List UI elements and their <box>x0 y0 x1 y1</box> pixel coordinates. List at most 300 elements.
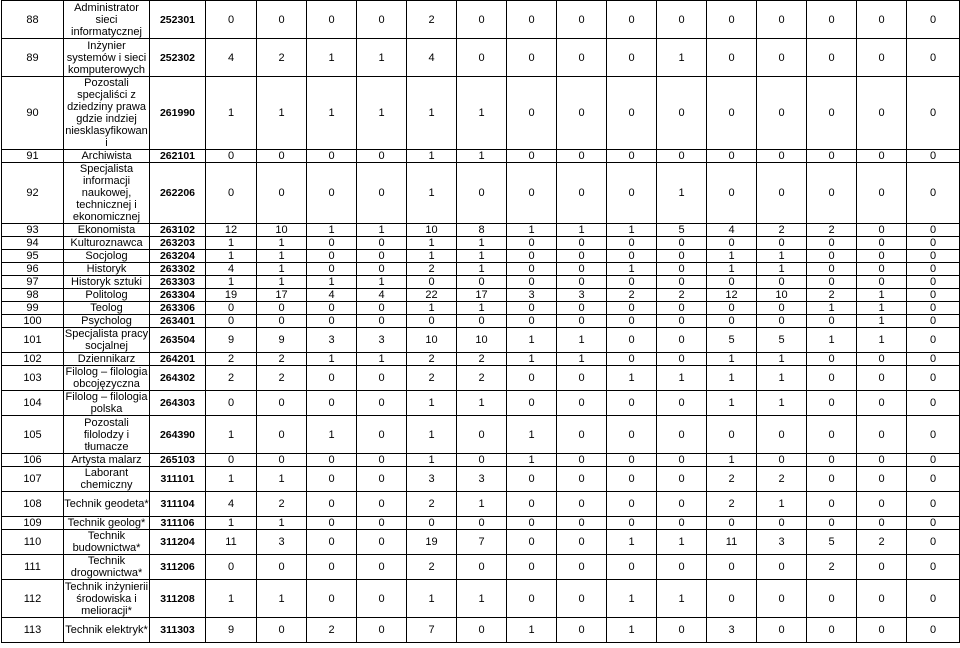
value-cell: 0 <box>807 454 857 467</box>
occupation-name: Specjalista pracy socjalnej <box>64 328 149 352</box>
occupation-name: Historyk <box>64 263 150 276</box>
value-cell: 0 <box>707 150 757 163</box>
occupation-name: Socjolog <box>64 250 150 263</box>
value-cell: 1 <box>857 289 907 302</box>
value-cell: 0 <box>657 315 707 328</box>
value-cell: 0 <box>357 492 407 517</box>
value-cell: 0 <box>907 237 960 250</box>
value-cell: 0 <box>307 467 357 492</box>
value-cell: 0 <box>457 454 507 467</box>
table-row <box>2 391 960 416</box>
value-cell: 0 <box>607 416 657 454</box>
value-cell: 0 <box>307 530 357 555</box>
value-cell: 5 <box>657 224 707 237</box>
occupation-code: 261990 <box>150 77 206 150</box>
value-cell: 12 <box>206 224 257 237</box>
value-cell: 0 <box>907 366 960 391</box>
value-cell: 0 <box>907 530 960 555</box>
value-cell: 0 <box>857 276 907 289</box>
value-cell: 2 <box>457 353 507 366</box>
occupation-name: Psycholog <box>64 315 150 328</box>
value-cell: 0 <box>557 580 607 618</box>
value-cell: 0 <box>357 416 407 454</box>
occupation-name: Dziennikarz <box>64 353 150 366</box>
value-cell: 1 <box>557 353 607 366</box>
value-cell: 0 <box>557 416 607 454</box>
value-cell: 0 <box>707 276 757 289</box>
value-cell: 0 <box>657 391 707 416</box>
value-cell: 0 <box>857 555 907 580</box>
value-cell: 1 <box>357 224 407 237</box>
occupation-code: 264201 <box>150 353 206 366</box>
value-cell: 1 <box>657 530 707 555</box>
table-row <box>2 555 960 580</box>
row-number: 94 <box>2 237 64 250</box>
value-cell: 1 <box>206 276 257 289</box>
occupation-name: Pozostali filolodzy i tłumacze <box>64 416 150 454</box>
value-cell: 1 <box>607 366 657 391</box>
value-cell: 1 <box>807 302 857 315</box>
value-cell: 0 <box>707 1 757 39</box>
value-cell: 1 <box>407 150 457 163</box>
value-cell: 1 <box>857 315 907 328</box>
value-cell: 0 <box>607 1 657 39</box>
value-cell: 0 <box>707 39 757 77</box>
value-cell: 0 <box>607 276 657 289</box>
value-cell: 0 <box>407 315 457 328</box>
table-row <box>2 328 960 353</box>
value-cell: 0 <box>307 517 357 530</box>
value-cell: 0 <box>557 302 607 315</box>
value-cell: 0 <box>707 163 757 224</box>
occupation-name: Laborant chemiczny <box>64 467 150 492</box>
value-cell: 0 <box>857 250 907 263</box>
value-cell: 0 <box>707 416 757 454</box>
value-cell: 0 <box>457 163 507 224</box>
value-cell: 2 <box>707 467 757 492</box>
value-cell: 17 <box>257 289 307 302</box>
value-cell: 0 <box>657 150 707 163</box>
value-cell: 0 <box>206 302 257 315</box>
value-cell: 0 <box>757 39 807 77</box>
occupation-name: Technik inżynierii środowiska i melioracji* <box>64 580 149 617</box>
value-cell: 0 <box>857 1 907 39</box>
value-cell: 0 <box>557 237 607 250</box>
value-cell: 0 <box>557 391 607 416</box>
value-cell: 1 <box>206 250 257 263</box>
value-cell: 0 <box>907 289 960 302</box>
row-number: 113 <box>2 618 64 643</box>
value-cell: 2 <box>407 366 457 391</box>
value-cell: 0 <box>757 315 807 328</box>
occupation-code: 311206 <box>150 555 206 580</box>
value-cell: 0 <box>907 276 960 289</box>
table-row <box>2 263 960 276</box>
value-cell: 0 <box>807 263 857 276</box>
value-cell: 8 <box>457 224 507 237</box>
value-cell: 1 <box>707 250 757 263</box>
value-cell: 0 <box>907 353 960 366</box>
value-cell: 1 <box>407 250 457 263</box>
value-cell: 0 <box>257 1 307 39</box>
occupation-name: Ekonomista <box>64 224 150 237</box>
value-cell: 0 <box>557 492 607 517</box>
table-row <box>2 1 960 39</box>
occupation-code: 264302 <box>150 366 206 391</box>
value-cell: 0 <box>557 454 607 467</box>
value-cell: 0 <box>807 1 857 39</box>
value-cell: 0 <box>907 391 960 416</box>
row-number: 98 <box>2 289 64 302</box>
row-number: 106 <box>2 454 64 467</box>
value-cell: 1 <box>257 77 307 150</box>
value-cell: 0 <box>657 454 707 467</box>
value-cell: 0 <box>557 77 607 150</box>
value-cell: 3 <box>307 328 357 353</box>
value-cell: 0 <box>807 250 857 263</box>
value-cell: 1 <box>507 224 557 237</box>
value-cell: 1 <box>257 517 307 530</box>
value-cell: 1 <box>206 77 257 150</box>
value-cell: 0 <box>757 163 807 224</box>
value-cell: 0 <box>457 39 507 77</box>
table-row <box>2 517 960 530</box>
value-cell: 1 <box>707 391 757 416</box>
value-cell: 1 <box>457 237 507 250</box>
occupation-code: 263102 <box>150 224 206 237</box>
value-cell: 1 <box>807 328 857 353</box>
value-cell: 0 <box>907 39 960 77</box>
value-cell: 0 <box>757 618 807 643</box>
value-cell: 0 <box>807 416 857 454</box>
value-cell: 0 <box>907 467 960 492</box>
table-row <box>2 454 960 467</box>
value-cell: 0 <box>357 250 407 263</box>
table-row <box>2 366 960 391</box>
value-cell: 0 <box>607 454 657 467</box>
value-cell: 0 <box>257 618 307 643</box>
occupation-code: 262206 <box>150 163 206 224</box>
value-cell: 0 <box>557 250 607 263</box>
value-cell: 0 <box>807 39 857 77</box>
value-cell: 1 <box>206 580 257 618</box>
value-cell: 1 <box>557 224 607 237</box>
row-number: 95 <box>2 250 64 263</box>
value-cell: 0 <box>907 315 960 328</box>
row-number: 89 <box>2 39 64 77</box>
value-cell: 1 <box>757 492 807 517</box>
value-cell: 0 <box>857 517 907 530</box>
value-cell: 1 <box>407 163 457 224</box>
value-cell: 0 <box>607 467 657 492</box>
value-cell: 0 <box>607 315 657 328</box>
value-cell: 1 <box>507 328 557 353</box>
value-cell: 10 <box>757 289 807 302</box>
value-cell: 1 <box>457 77 507 150</box>
value-cell: 0 <box>557 555 607 580</box>
occupation-code: 262101 <box>150 150 206 163</box>
value-cell: 0 <box>557 263 607 276</box>
value-cell: 1 <box>457 263 507 276</box>
value-cell: 0 <box>757 150 807 163</box>
value-cell: 0 <box>757 302 807 315</box>
occupation-code: 263203 <box>150 237 206 250</box>
value-cell: 1 <box>407 302 457 315</box>
value-cell: 1 <box>257 580 307 618</box>
value-cell: 0 <box>857 353 907 366</box>
value-cell: 3 <box>257 530 307 555</box>
value-cell: 0 <box>557 366 607 391</box>
value-cell: 0 <box>357 580 407 618</box>
value-cell: 0 <box>206 454 257 467</box>
value-cell: 0 <box>857 77 907 150</box>
value-cell: 0 <box>757 276 807 289</box>
occupation-code: 263303 <box>150 276 206 289</box>
value-cell: 0 <box>607 302 657 315</box>
value-cell: 1 <box>757 366 807 391</box>
value-cell: 1 <box>307 224 357 237</box>
row-number: 112 <box>2 580 64 618</box>
table-row <box>2 224 960 237</box>
value-cell: 0 <box>357 517 407 530</box>
value-cell: 1 <box>607 618 657 643</box>
value-cell: 10 <box>457 328 507 353</box>
value-cell: 2 <box>807 289 857 302</box>
value-cell: 0 <box>557 517 607 530</box>
value-cell: 1 <box>357 77 407 150</box>
value-cell: 0 <box>607 39 657 77</box>
value-cell: 0 <box>807 517 857 530</box>
row-number: 101 <box>2 328 64 353</box>
value-cell: 0 <box>807 237 857 250</box>
value-cell: 0 <box>907 77 960 150</box>
value-cell: 0 <box>757 454 807 467</box>
value-cell: 0 <box>457 276 507 289</box>
value-cell: 0 <box>357 263 407 276</box>
row-number: 104 <box>2 391 64 416</box>
row-number: 111 <box>2 555 64 580</box>
value-cell: 0 <box>707 580 757 618</box>
table-row <box>2 289 960 302</box>
value-cell: 0 <box>907 517 960 530</box>
value-cell: 19 <box>206 289 257 302</box>
value-cell: 0 <box>257 150 307 163</box>
value-cell: 0 <box>457 618 507 643</box>
table-row <box>2 77 960 150</box>
value-cell: 0 <box>907 416 960 454</box>
value-cell: 1 <box>707 454 757 467</box>
value-cell: 0 <box>507 77 557 150</box>
value-cell: 10 <box>407 328 457 353</box>
value-cell: 0 <box>457 517 507 530</box>
value-cell: 0 <box>507 276 557 289</box>
value-cell: 0 <box>507 250 557 263</box>
row-number: 108 <box>2 492 64 517</box>
value-cell: 0 <box>657 353 707 366</box>
value-cell: 1 <box>457 150 507 163</box>
value-cell: 0 <box>657 237 707 250</box>
value-cell: 0 <box>807 618 857 643</box>
value-cell: 12 <box>707 289 757 302</box>
value-cell: 0 <box>857 618 907 643</box>
value-cell: 0 <box>657 302 707 315</box>
value-cell: 1 <box>657 39 707 77</box>
table-row <box>2 492 960 517</box>
value-cell: 0 <box>857 416 907 454</box>
value-cell: 0 <box>757 237 807 250</box>
value-cell: 0 <box>507 366 557 391</box>
value-cell: 0 <box>257 416 307 454</box>
value-cell: 0 <box>757 517 807 530</box>
value-cell: 3 <box>357 328 407 353</box>
value-cell: 0 <box>507 315 557 328</box>
value-cell: 0 <box>657 517 707 530</box>
value-cell: 0 <box>457 555 507 580</box>
value-cell: 0 <box>557 618 607 643</box>
value-cell: 0 <box>607 150 657 163</box>
value-cell: 4 <box>357 289 407 302</box>
value-cell: 1 <box>757 391 807 416</box>
value-cell: 1 <box>407 237 457 250</box>
value-cell: 1 <box>206 416 257 454</box>
value-cell: 1 <box>307 77 357 150</box>
value-cell: 0 <box>206 315 257 328</box>
occupation-name: Inżynier systemów i sieci komputerowych <box>64 39 150 77</box>
value-cell: 0 <box>307 492 357 517</box>
occupation-name: Kulturoznawca <box>64 237 150 250</box>
value-cell: 0 <box>507 1 557 39</box>
occupation-code: 263401 <box>150 315 206 328</box>
value-cell: 2 <box>857 530 907 555</box>
value-cell: 0 <box>607 353 657 366</box>
value-cell: 0 <box>357 1 407 39</box>
value-cell: 1 <box>407 391 457 416</box>
value-cell: 10 <box>407 224 457 237</box>
occupation-code: 263504 <box>150 328 206 353</box>
value-cell: 0 <box>657 250 707 263</box>
value-cell: 0 <box>657 77 707 150</box>
table-row <box>2 530 960 555</box>
occupation-name: Technik elektryk* <box>64 618 150 643</box>
value-cell: 1 <box>607 580 657 618</box>
value-cell: 3 <box>407 467 457 492</box>
value-cell: 0 <box>357 150 407 163</box>
value-cell: 2 <box>307 618 357 643</box>
value-cell: 0 <box>707 302 757 315</box>
table-row <box>2 250 960 263</box>
occupation-code: 263204 <box>150 250 206 263</box>
value-cell: 0 <box>857 224 907 237</box>
value-cell: 1 <box>407 416 457 454</box>
value-cell: 0 <box>857 492 907 517</box>
value-cell: 0 <box>507 263 557 276</box>
value-cell: 0 <box>657 263 707 276</box>
table-row <box>2 467 960 492</box>
value-cell: 0 <box>357 618 407 643</box>
value-cell: 0 <box>206 391 257 416</box>
value-cell: 0 <box>307 454 357 467</box>
value-cell: 0 <box>757 580 807 618</box>
value-cell: 0 <box>206 555 257 580</box>
value-cell: 3 <box>557 289 607 302</box>
value-cell: 0 <box>707 517 757 530</box>
value-cell: 0 <box>607 492 657 517</box>
value-cell: 0 <box>907 250 960 263</box>
value-cell: 0 <box>907 492 960 517</box>
table-body <box>2 1 960 643</box>
value-cell: 1 <box>507 353 557 366</box>
occupation-name: Technik drogownictwa* <box>64 555 150 580</box>
value-cell: 0 <box>707 315 757 328</box>
value-cell: 0 <box>857 263 907 276</box>
value-cell: 1 <box>857 302 907 315</box>
value-cell: 0 <box>907 302 960 315</box>
value-cell: 0 <box>357 454 407 467</box>
value-cell: 4 <box>206 492 257 517</box>
value-cell: 0 <box>307 150 357 163</box>
value-cell: 1 <box>257 250 307 263</box>
value-cell: 1 <box>707 366 757 391</box>
value-cell: 3 <box>457 467 507 492</box>
table-row <box>2 416 960 454</box>
value-cell: 0 <box>257 391 307 416</box>
occupation-name: Specjalista informacji naukowej, technicznej i ekonomicznej <box>64 163 150 224</box>
value-cell: 0 <box>657 467 707 492</box>
value-cell: 2 <box>257 39 307 77</box>
value-cell: 1 <box>607 263 657 276</box>
value-cell: 0 <box>807 492 857 517</box>
value-cell: 0 <box>807 366 857 391</box>
value-cell: 0 <box>507 150 557 163</box>
table-row <box>2 315 960 328</box>
value-cell: 1 <box>407 77 457 150</box>
value-cell: 1 <box>307 39 357 77</box>
occupation-name: Filolog – filologia polska <box>64 391 150 416</box>
value-cell: 11 <box>206 530 257 555</box>
value-cell: 0 <box>807 276 857 289</box>
occupation-name: Technik budownictwa* <box>64 530 150 555</box>
value-cell: 0 <box>907 555 960 580</box>
occupation-code: 311106 <box>150 517 206 530</box>
value-cell: 0 <box>757 555 807 580</box>
value-cell: 0 <box>557 1 607 39</box>
value-cell: 0 <box>307 315 357 328</box>
value-cell: 1 <box>206 517 257 530</box>
value-cell: 2 <box>807 555 857 580</box>
value-cell: 0 <box>507 237 557 250</box>
value-cell: 1 <box>307 353 357 366</box>
value-cell: 2 <box>757 467 807 492</box>
value-cell: 1 <box>206 467 257 492</box>
value-cell: 1 <box>307 276 357 289</box>
value-cell: 1 <box>507 416 557 454</box>
value-cell: 5 <box>807 530 857 555</box>
value-cell: 0 <box>657 416 707 454</box>
value-cell: 0 <box>307 366 357 391</box>
value-cell: 0 <box>907 163 960 224</box>
value-cell: 0 <box>307 163 357 224</box>
occupation-code: 252302 <box>150 39 206 77</box>
value-cell: 0 <box>857 366 907 391</box>
value-cell: 0 <box>307 580 357 618</box>
value-cell: 0 <box>307 263 357 276</box>
value-cell: 4 <box>307 289 357 302</box>
row-number: 102 <box>2 353 64 366</box>
value-cell: 1 <box>757 353 807 366</box>
value-cell: 0 <box>607 517 657 530</box>
value-cell: 2 <box>407 555 457 580</box>
value-cell: 0 <box>657 1 707 39</box>
